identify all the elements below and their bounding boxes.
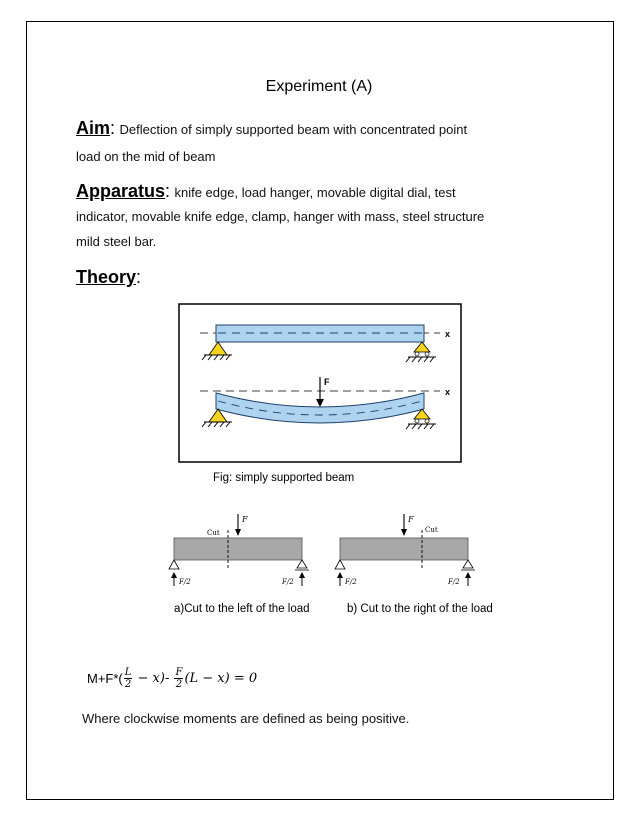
aim-colon: : [110, 118, 116, 138]
cut-label-right: Cut [425, 526, 438, 534]
equation-mid: − x)- [133, 671, 174, 686]
equation-prefix: M+F*( [87, 671, 123, 686]
equation-rest: (L − x) = 0 [184, 671, 258, 686]
fraction-f-over-2 [174, 667, 183, 690]
reaction-label-right-a: F/2 [345, 578, 357, 586]
apparatus-text-2: indicator, movable knife edge, clamp, hanger with mass, steel structure [76, 209, 485, 224]
apparatus-colon: : [165, 181, 171, 201]
cut-diagram-left [169, 514, 309, 586]
aim-text-2: load on the mid of beam [76, 149, 216, 164]
force-label-right: F [408, 515, 414, 524]
straight-beam [216, 325, 424, 342]
frac2-numerator: F [175, 667, 183, 678]
beam-figure [178, 303, 462, 463]
theory-line [76, 267, 141, 288]
frac1-numerator: L [124, 667, 132, 678]
apparatus-text-1: knife edge, load hanger, movable digital dial, test [174, 185, 456, 200]
page-title: Experiment (A) [265, 78, 373, 95]
cut-label-left: Cut [207, 529, 220, 537]
sign-convention-note: Where clockwise moments are defined as being positive. [82, 711, 410, 726]
fraction-l-over-2 [124, 667, 133, 690]
figure2-caption-left: a)Cut to the left of the load [174, 603, 310, 615]
apparatus-line-1 [76, 181, 456, 202]
axis-label-bottom: x [445, 387, 451, 397]
theory-heading: Theory [76, 267, 137, 287]
frac2-denominator: 2 [175, 679, 183, 690]
cut-diagram-right [335, 514, 475, 586]
force-label: F [324, 377, 330, 387]
beam-left [174, 538, 302, 560]
reaction-label-right-b: F/2 [448, 578, 460, 586]
apparatus-text-3: mild steel bar. [76, 234, 157, 249]
cut-figure [160, 508, 490, 588]
frac1-denominator: 2 [124, 679, 132, 690]
beam-right [340, 538, 468, 560]
moment-equation [87, 667, 257, 690]
aim-text-1: Deflection of simply supported beam with concentrated point [119, 122, 468, 137]
apparatus-heading: Apparatus [76, 181, 166, 201]
aim-line-1 [76, 118, 467, 139]
reaction-label-left-a: F/2 [179, 578, 191, 586]
theory-colon: : [136, 267, 142, 287]
force-label-left: F [242, 515, 248, 524]
figure2-caption-right: b) Cut to the right of the load [347, 603, 493, 615]
aim-heading: Aim [76, 118, 111, 138]
axis-label-top: x [445, 329, 451, 339]
reaction-label-left-b: F/2 [282, 578, 294, 586]
figure1-caption: Fig: simply supported beam [213, 472, 355, 484]
